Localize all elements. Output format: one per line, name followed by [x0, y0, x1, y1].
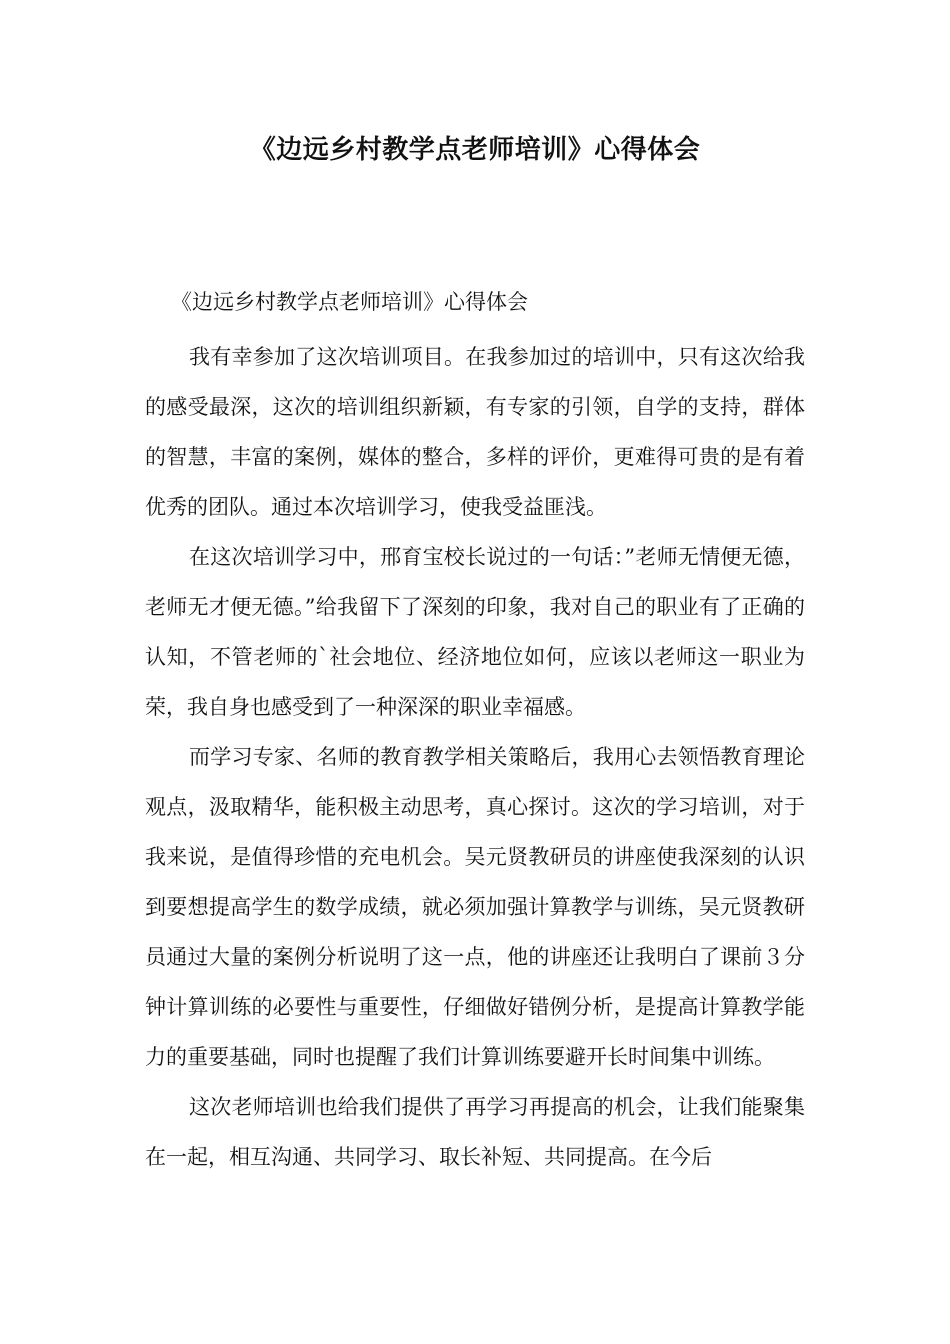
paragraph-2: 在这次培训学习中，邢育宝校长说过的一句话：”老师无情便无德，老师无才便无德。”给我留下了深刻的印象，我对自己的职业有了正确的认知，不管老师的`社会地位、经济地位如何，应该以老师这一职业为荣，我自身也感受到了一种深深的职业幸福感。: [145, 545, 805, 719]
paragraph-1: 我有幸参加了这次培训项目。在我参加过的培训中，只有这次给我的感受最深，这次的培训组织新颖，有专家的引领，自学的支持，群体的智慧，丰富的案例，媒体的整合，多样的评价，更难得可贵的是有着优秀的团队。通过本次培训学习，使我受益匪浅。: [145, 345, 805, 519]
paragraph-3: 而学习专家、名师的教育教学相关策略后，我用心去领悟教育理论观点，汲取精华，能积极主动思考，真心探讨。这次的学习培训，对于我来说，是值得珍惜的充电机会。吴元贤教研员的讲座使我深刻的认识到要想提高学生的数学成绩，就必须加强计算教学与训练，吴元贤教研员通过大量的案例分析说明了这一点，他的讲座还让我明白了课前３分钟计算训练的必要性与重要性，仔细做好错例分析，是提高计算教学能力的重要基础，同时也提醒了我们计算训练要避开长时间集中训练。: [145, 745, 805, 1069]
document-title: 《边远乡村教学点老师培训》心得体会: [249, 135, 701, 165]
paragraph-4: 这次老师培训也给我们提供了再学习再提高的机会，让我们能聚集在一起，相互沟通、共同学习、取长补短、共同提高。在今后: [145, 1095, 805, 1169]
document-subtitle: 《边远乡村教学点老师培训》心得体会: [171, 290, 528, 314]
document-body: [145, 282, 805, 1182]
